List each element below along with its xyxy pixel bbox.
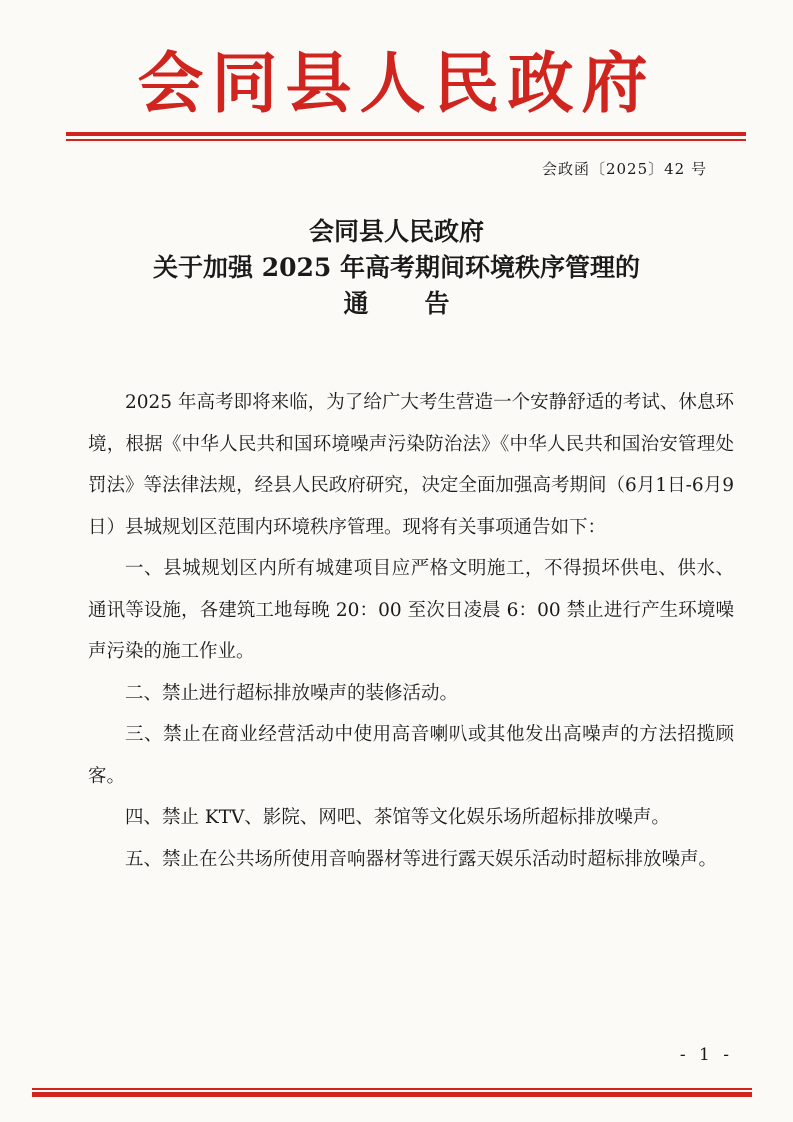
title-line-1: 会同县人民政府 (308, 217, 484, 246)
page-number: - 1 - (679, 1045, 733, 1065)
header-red-rule (66, 132, 746, 136)
document-body (88, 382, 734, 880)
header-red-rule-thin (66, 139, 746, 141)
body-paragraph-intro: 2025 年高考即将来临，为了给广大考生营造一个安静舒适的考试、休息环境，根据《中华人民共和国环境噪声污染防治法》《中华人民共和国治安管理处罚法》等法律法规，经县人民政府研究，决定全面加强高考期间（6月1日-6月9日）县城规划区范围内环境秩序管理。现将有关事项通告如下： (88, 392, 734, 538)
body-paragraph-item-3: 三、禁止在商业经营活动中使用高音喇叭或其他发出高噪声的方法招揽顾客。 (88, 724, 734, 787)
title-line-3: 通告 (343, 289, 506, 318)
document-title (0, 214, 793, 322)
title-line-2: 关于加强 2025 年高考期间环境秩序管理的 (153, 253, 640, 282)
document-number: 会政函〔2025〕42 号 (541, 160, 707, 178)
body-paragraph-item-4: 四、禁止 KTV、影院、网吧、茶馆等文化娱乐场所超标排放噪声。 (125, 807, 670, 828)
issuer-header: 会同县人民政府 (137, 44, 656, 122)
body-paragraph-item-1: 一、县城规划区内所有城建项目应严格文明施工，不得损坏供电、供水、通讯等设施，各建筑工地每晚 20：00 至次日凌晨 6：00 禁止进行产生环境噪声污染的施工作业。 (88, 558, 734, 662)
body-paragraph-item-5: 五、禁止在公共场所使用音响器材等进行露天娱乐活动时超标排放噪声。 (125, 848, 718, 870)
body-paragraph-item-2: 二、禁止进行超标排放噪声的装修活动。 (125, 682, 459, 704)
footer-red-rule (32, 1092, 752, 1097)
footer-red-rule-thin (32, 1088, 752, 1090)
